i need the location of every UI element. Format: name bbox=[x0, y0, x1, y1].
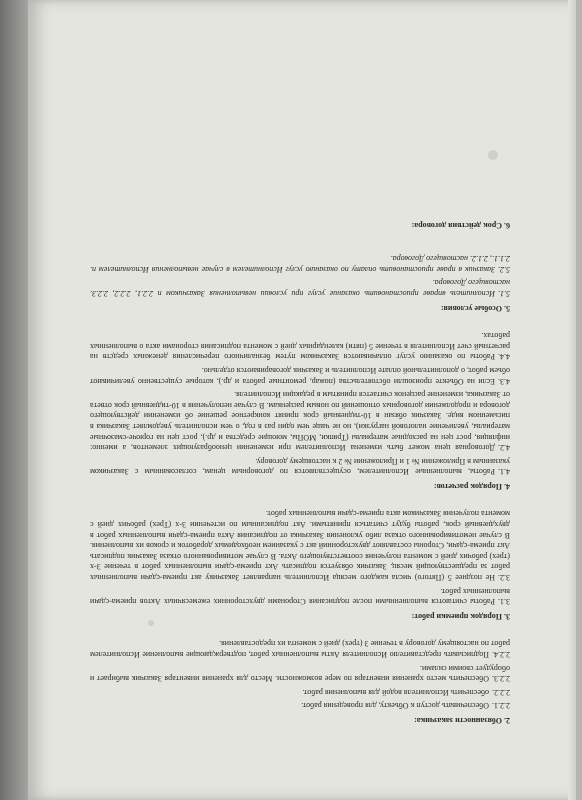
item-text: обеспечить Исполнителя водой для выполнения работ. bbox=[302, 687, 489, 697]
item-number: 3.2. bbox=[498, 573, 510, 583]
section3-item bbox=[90, 585, 510, 606]
item-text: Обеспечивать доступ к Объекту, для проведения работ. bbox=[301, 701, 489, 711]
item-text: Если на Объекте произошли обстоятельства (пожар, ремонтные работа и др.), которые существенно увеличивают объем работ, о дополнительной оплате Исполнитель и Заказчик договариваются отдельно. bbox=[90, 365, 510, 386]
section3-item bbox=[90, 508, 510, 582]
item-number: 2.2.3. bbox=[492, 674, 510, 684]
scan-speck bbox=[148, 620, 154, 626]
item-text: Договорная цена может быть изменена Исполнителем при изменении ценообразующих элементов, а именно: инфляция, рост цен на расходные материалы (Тряпки, МОПы, моющие средства и др.), рост цен на горюче-смазочные материалы, увеличение налоговой нагрузки), но не чаще чем один раз в год, о чем исполнитель уведомляет Заказчика в письменном виде. Заказчик обязан в 10-тидневный срок принят конкретное решение об изменении действующего договора и продолжении договорных отношений по новым расценкам. В случае неполучения в 10-тидневный срок ответа от Заказчика, изменение расценок считается принятым в редакции Исполнителя. bbox=[90, 390, 510, 453]
section6-heading: 6. Срок действия договора: bbox=[411, 220, 510, 230]
item-text: Не позднее 5 (Пятого) числа каждого месяца Исполнитель направляет Заказчику акт приема-сдачи выполненных работ за предшествующий месяц. Заказчик обязуется подписать Акт приема-сдачи выполненных работ в течение 3-х (трех) рабочих дней с момента получения соответствующего Акта. В случае мотивированного отказа Заказчик подписать Акт приема-сдачи, Стороны составляют двухсторонний акт с указанием необходимых доработок и сроков их выполнения. В случае немотивированного отказа либо уклонения Заказчика от подписания Акта приема-сдачи выполненных работ в двухдневный срок, работы будут считаться принятыми. Акт подписанным по истечении 3-х (Трех) рабочих дней с момента получения Заказчиком акта приема-сдачи выполненных работ. bbox=[90, 509, 510, 583]
item-number: 2.2.2. bbox=[492, 687, 510, 697]
obligation-item bbox=[90, 700, 510, 711]
item-number: 4.2. bbox=[498, 443, 510, 453]
obligation-item bbox=[90, 662, 510, 683]
item-number: 3.1. bbox=[498, 597, 510, 607]
section4-item bbox=[90, 455, 510, 476]
obligation-item bbox=[90, 686, 510, 697]
section5-heading: 5. Особые условия: bbox=[440, 303, 510, 313]
section3-heading: 3. Порядок приемки работ: bbox=[411, 611, 510, 621]
item-number: 5.2. bbox=[498, 264, 510, 274]
item-text: Работы, выполненные Исполнителем, осуществляются по договорным ценам, согласованным с Заказчиком указанным в Приложении № 1 и Приложении № 2 к настоящему договору. bbox=[90, 456, 510, 477]
item-text: Подписывать представителю Исполнителя Акты выполненных работ, подтверждающие выполнение Исполнителем работ по настоящему договору в течение 3 (трех) дней с момента их предоставления. bbox=[90, 639, 510, 660]
scan-speck bbox=[488, 150, 498, 160]
item-number: 4.1. bbox=[498, 467, 510, 477]
item-number: 4.4. bbox=[498, 352, 510, 362]
item-text: Исполнитель вправе приостановить оказание услуг при условии невыполнения Заказчиком п 2.2.1, 2.2.2, 2.2.3. настоящего Договора. bbox=[90, 278, 510, 298]
obligation-item bbox=[90, 638, 510, 659]
item-number: 5.1. bbox=[498, 289, 510, 298]
item-text: Обеспечить место хранения инвентаря по мере возможности. Место для хранения инвентаря Заказчик выбирает и оборудует своими силами. bbox=[90, 663, 510, 684]
section4-item bbox=[90, 330, 510, 362]
item-number: 2.2.4. bbox=[492, 650, 510, 660]
section5-item bbox=[90, 277, 510, 298]
item-text: Заказчик в праве приостановить оплату по оказанию услуг Исполнителем в случае невыполнения Исполнителем п. 2.1.1., 2.1.2. настоящего Договора. bbox=[90, 254, 510, 274]
section4-item bbox=[90, 389, 510, 453]
document-body bbox=[90, 215, 510, 731]
rotated-content bbox=[28, 0, 576, 800]
document-page bbox=[28, 0, 576, 800]
obligations-heading: 2. Обязанности заказчика: bbox=[414, 716, 510, 725]
item-number: 2.2.1. bbox=[492, 701, 510, 711]
item-text: Работы считаются выполненными после подписания Сторонами двухсторонних ежемесячных Актов приема-сдачи выполненных работ. bbox=[90, 586, 510, 607]
section4-item bbox=[90, 364, 510, 385]
section5-item bbox=[90, 253, 510, 274]
item-text: Работы по оказанию услуг оплачиваются Заказчиком путем безналичного перечисления денежных средств на расчетный счет Исполнителя в течение 5 (пяти) календарных дней с момента подписания сторонами акта о выполненных работах. bbox=[90, 331, 510, 362]
section4-heading: 4. Порядок расчетов: bbox=[433, 481, 510, 491]
item-number: 4.3. bbox=[498, 376, 510, 386]
